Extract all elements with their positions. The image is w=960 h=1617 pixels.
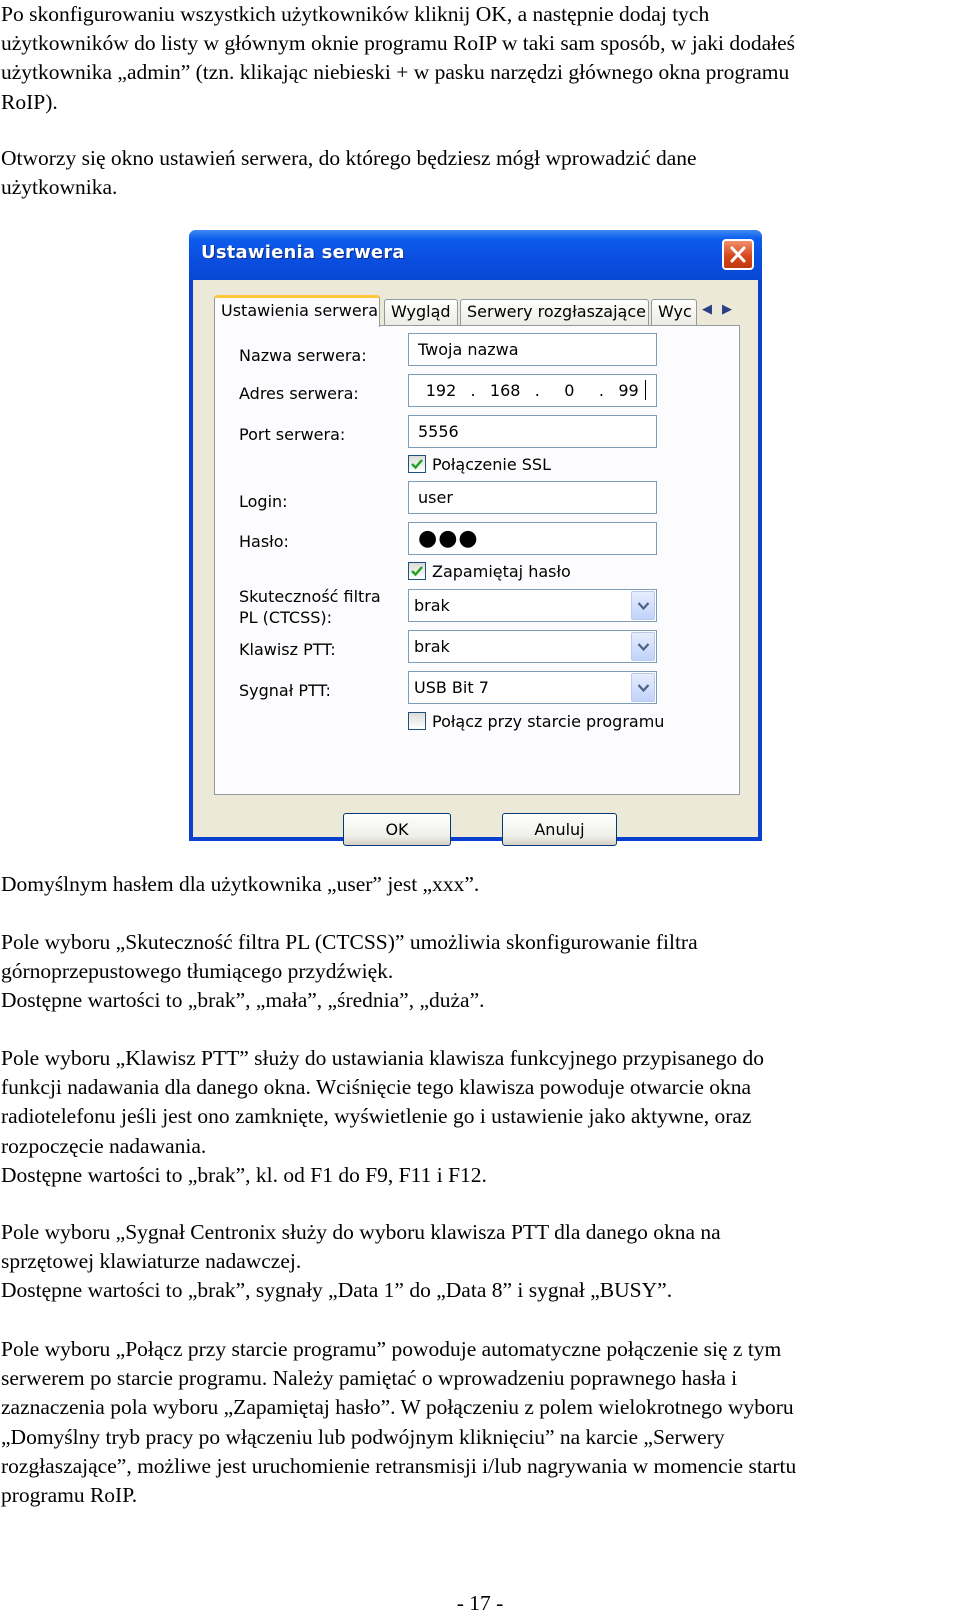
- ip-octet-4: 99: [618, 381, 639, 400]
- text-line: Domyślnym hasłem dla użytkownika „user” jest „xxx”.: [1, 872, 480, 896]
- tab-scroll-left-icon[interactable]: ◀: [702, 301, 712, 316]
- ssl-checkbox[interactable]: [408, 454, 551, 476]
- checkmark-icon: [411, 565, 423, 577]
- ip-separator: .: [534, 381, 540, 400]
- close-button[interactable]: [722, 239, 754, 270]
- text-line: użytkowników do listy w głównym oknie programu RoIP w taki sam sposób, w jaki dodałeś: [1, 31, 796, 56]
- autoconnect-checkbox-box[interactable]: [408, 712, 426, 730]
- ctcss-select[interactable]: [408, 589, 657, 622]
- ptt-signal-dropdown-button[interactable]: [631, 673, 655, 702]
- text-line: Pole wyboru „Skuteczność filtra PL (CTCSS)” umożliwia skonfigurowanie filtra: [1, 930, 698, 954]
- tab-broadcast-servers[interactable]: Serwery rozgłaszające: [460, 299, 649, 325]
- chevron-down-icon: [637, 683, 650, 693]
- ctcss-dropdown-button[interactable]: [631, 591, 655, 620]
- paragraph-ptt-key: [1, 1044, 951, 1190]
- text-line: Dostępne wartości to „brak”, sygnały „Data 1” do „Data 8” i sygnał „BUSY”.: [1, 1278, 673, 1303]
- tab-appearance[interactable]: Wygląd: [384, 299, 458, 325]
- tab-server-settings[interactable]: Ustawienia serwera: [214, 295, 380, 327]
- remember-password-checkbox-box[interactable]: [408, 562, 426, 580]
- remember-password-checkbox[interactable]: [408, 561, 571, 583]
- checkmark-icon: [411, 458, 423, 470]
- ssl-checkbox-label: Połączenie SSL: [432, 455, 551, 474]
- tab-strip: [214, 295, 740, 325]
- text-line: Otworzy się okno ustawień serwera, do którego będziesz mógł wprowadzić dane: [1, 146, 697, 170]
- text-line: Pole wyboru „Klawisz PTT” służy do ustawiania klawisza funkcyjnego przypisanego do: [1, 1046, 765, 1070]
- ptt-key-select[interactable]: [408, 630, 657, 663]
- ctcss-label-line2: PL (CTCSS):: [239, 608, 333, 627]
- ip-octet-2: 168: [489, 381, 521, 400]
- ctcss-select-value: brak: [414, 596, 450, 615]
- text-line: RoIP).: [1, 89, 58, 114]
- ip-octet-1: 192: [425, 381, 457, 400]
- server-address-input[interactable]: [408, 374, 657, 407]
- text-line: użytkownika „admin” (tzn. klikając niebieski + w pasku narzędzi głównego okna programu: [1, 60, 790, 85]
- ok-button[interactable]: OK: [343, 813, 451, 846]
- dialog-title: Ustawienia serwera: [201, 242, 405, 263]
- cancel-button[interactable]: Anuluj: [502, 813, 617, 846]
- login-input[interactable]: user: [408, 481, 657, 514]
- page-number: - 17 -: [456, 1591, 504, 1615]
- server-port-input[interactable]: 5556: [408, 415, 657, 448]
- server-port-label: Port serwera:: [239, 425, 346, 444]
- ip-separator: .: [470, 381, 476, 400]
- text-line: rozpoczęcie nadawania.: [1, 1133, 207, 1158]
- paragraph-autoconnect: [1, 1335, 951, 1510]
- text-line: zaznaczenia pola wyboru „Zapamiętaj hasło”. W połączeniu z polem wielokrotnego wyboru: [1, 1395, 794, 1420]
- ssl-checkbox-box[interactable]: [408, 455, 426, 473]
- text-line: serwerem po starcie programu. Należy pamiętać o wprowadzeniu poprawnego hasła i: [1, 1366, 738, 1391]
- dialog-client-area: [193, 280, 758, 837]
- paragraph-ctcss: [1, 928, 951, 1016]
- server-name-input[interactable]: Twoja nazwa: [408, 333, 657, 366]
- ptt-key-dropdown-button[interactable]: [631, 632, 655, 661]
- paragraph-ptt-signal: [1, 1218, 951, 1306]
- password-label: Hasło:: [239, 532, 289, 551]
- paragraph-open-window: [1, 144, 951, 202]
- paragraph-intro: [1, 0, 951, 117]
- ctcss-label-line1: Skuteczność filtra: [239, 587, 381, 606]
- text-line: funkcji nadawania dla danego okna. Wciśnięcie tego klawisza powoduje otwarcie okna: [1, 1075, 752, 1100]
- text-caret: [645, 380, 646, 400]
- chevron-down-icon: [637, 601, 650, 611]
- ip-octet-3: 0: [564, 381, 575, 400]
- close-icon: [730, 246, 746, 263]
- tab-scroll-right-icon[interactable]: ▶: [722, 301, 732, 316]
- settings-panel: [214, 325, 740, 795]
- remember-password-label: Zapamiętaj hasło: [432, 562, 571, 581]
- server-name-label: Nazwa serwera:: [239, 346, 367, 365]
- text-line: Po skonfigurowaniu wszystkich użytkowników kliknij OK, a następnie dodaj tych: [1, 2, 710, 26]
- text-line: sprzętowej klawiaturze nadawczej.: [1, 1249, 302, 1274]
- autoconnect-checkbox[interactable]: [408, 711, 664, 733]
- dialog-titlebar: [189, 230, 762, 280]
- text-line: Dostępne wartości to „brak”, „mała”, „średnia”, „duża”.: [1, 988, 485, 1013]
- ptt-key-label: Klawisz PTT:: [239, 640, 336, 659]
- password-mask: ●●●: [418, 526, 479, 551]
- ptt-signal-select-value: USB Bit 7: [414, 678, 489, 697]
- chevron-down-icon: [637, 642, 650, 652]
- text-line: Pole wyboru „Połącz przy starcie programu” powoduje automatyczne połączenie się z tym: [1, 1337, 782, 1361]
- password-input[interactable]: [408, 522, 657, 555]
- tab-partial[interactable]: Wyc: [651, 299, 697, 325]
- text-line: użytkownika.: [1, 175, 118, 200]
- text-line: Pole wyboru „Sygnał Centronix służy do wyboru klawisza PTT dla danego okna na: [1, 1220, 721, 1244]
- ptt-key-select-value: brak: [414, 637, 450, 656]
- text-line: programu RoIP.: [1, 1483, 138, 1508]
- server-settings-dialog: [189, 230, 762, 841]
- text-line: Dostępne wartości to „brak”, kl. od F1 do F9, F11 i F12.: [1, 1162, 487, 1187]
- text-line: górnoprzepustowego tłumiącego przydźwięk.: [1, 959, 394, 984]
- ip-separator: .: [598, 381, 605, 400]
- text-line: rozgłaszające”, możliwe jest uruchomienie retransmisji i/lub nagrywania w momencie startu: [1, 1453, 797, 1478]
- text-line: radiotelefonu jeśli jest ono zamknięte, wyświetlenie go i ustawienie jako aktywne, oraz: [1, 1104, 752, 1129]
- login-label: Login:: [239, 492, 288, 511]
- autoconnect-checkbox-label: Połącz przy starcie programu: [432, 712, 665, 731]
- text-line: „Domyślny tryb pracy po włączeniu lub podwójnym kliknięciu” na karcie „Serwery: [1, 1424, 725, 1449]
- ptt-signal-label: Sygnał PTT:: [239, 681, 331, 700]
- server-address-label: Adres serwera:: [239, 384, 359, 403]
- tab-scroll-buttons: [697, 297, 737, 321]
- ptt-signal-select[interactable]: [408, 671, 657, 704]
- paragraph-default-password: [1, 870, 951, 899]
